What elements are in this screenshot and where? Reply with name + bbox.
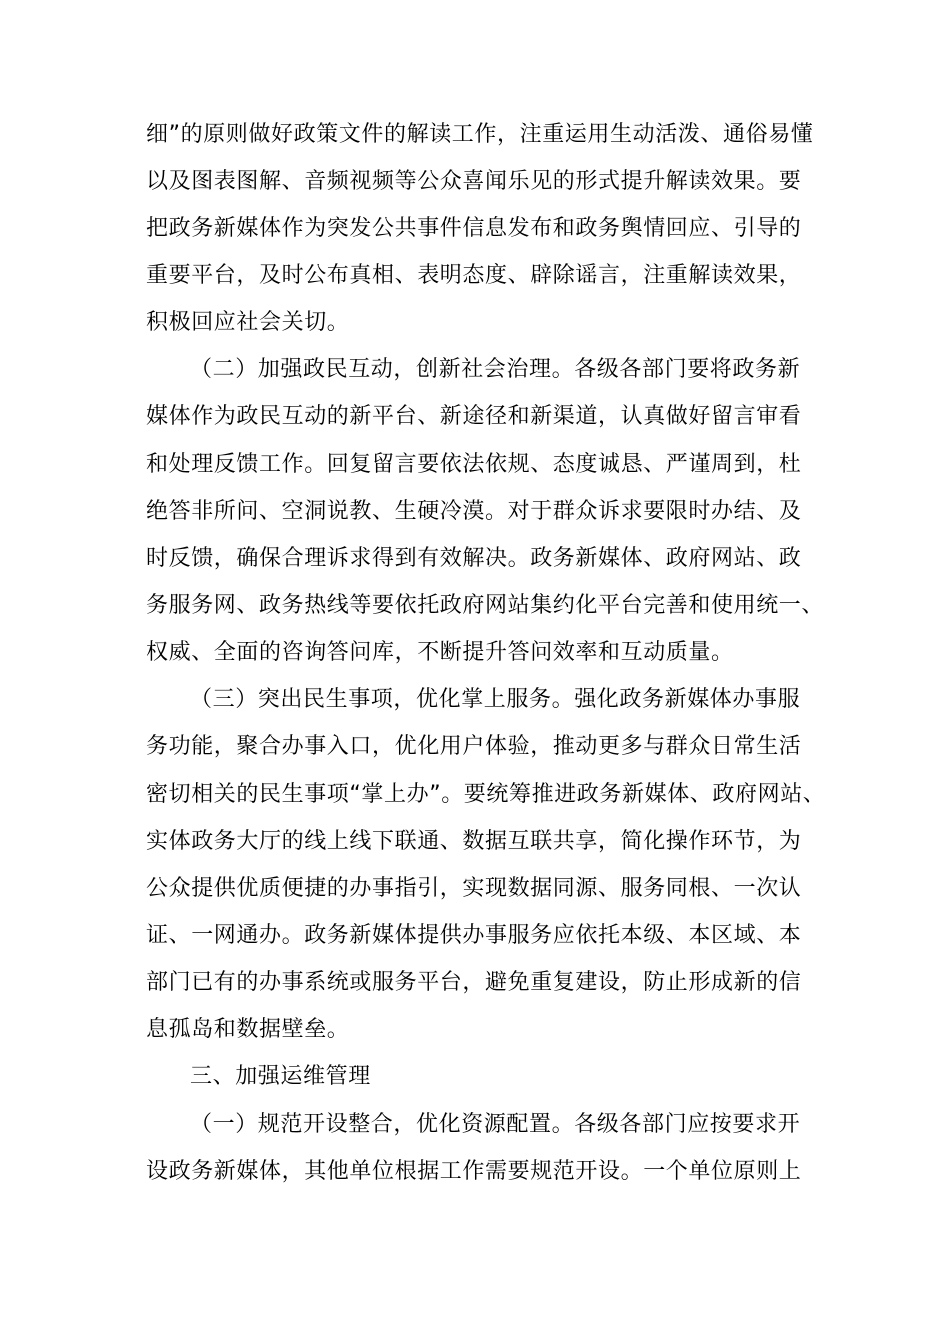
text-line: 实体政务大厅的线上线下联通、数据互联共享，简化操作环节，为 — [146, 829, 802, 854]
text-line: 密切相关的民生事项“掌上办”。要统筹推进政务新媒体、政府网站、 — [146, 782, 826, 807]
text-line: 时反馈，确保合理诉求得到有效解决。政务新媒体、政府网站、政 — [146, 546, 802, 571]
text-line: 把政务新媒体作为突发公共事件信息发布和政务舆情回应、引导的 — [146, 216, 802, 241]
section-heading-line: （一）规范开设整合，优化资源配置。各级各部门应按要求开 — [190, 1112, 801, 1137]
text-line: 绝答非所问、空洞说教、生硬冷漠。对于群众诉求要限时办结、及 — [146, 499, 802, 524]
text-line: 部门已有的办事系统或服务平台，避免重复建设，防止形成新的信 — [146, 970, 802, 995]
text-line: 设政务新媒体，其他单位根据工作需要规范开设。一个单位原则上 — [146, 1159, 802, 1184]
text-line: 媒体作为政民互动的新平台、新途径和新渠道，认真做好留言审看 — [146, 404, 802, 429]
chapter-heading: 三、加强运维管理 — [190, 1064, 371, 1089]
text-line: 务服务网、政务热线等要依托政府网站集约化平台完善和使用统一、 — [146, 593, 825, 618]
text-line: 息孤岛和数据壁垒。 — [146, 1017, 350, 1042]
text-line: 务功能，聚合办事入口，优化用户体验，推动更多与群众日常生活 — [146, 734, 802, 759]
section-heading-line: （三）突出民生事项，优化掌上服务。强化政务新媒体办事服 — [190, 687, 801, 712]
text-line: 细”的原则做好政策文件的解读工作，注重运用生动活泼、通俗易懂 — [146, 122, 814, 147]
text-line: 证、一网通办。政务新媒体提供办事服务应依托本级、本区域、本 — [146, 923, 802, 948]
section-heading-line: （二）加强政民互动，创新社会治理。各级各部门要将政务新 — [190, 357, 801, 382]
text-line: 权威、全面的咨询答问库，不断提升答问效率和互动质量。 — [146, 640, 734, 665]
text-line: 公众提供优质便捷的办事指引，实现数据同源、服务同根、一次认 — [146, 876, 802, 901]
text-line: 和处理反馈工作。回复留言要依法依规、态度诚恳、严谨周到，杜 — [146, 452, 802, 477]
text-line: 以及图表图解、音频视频等公众喜闻乐见的形式提升解读效果。要 — [146, 169, 802, 194]
text-line: 重要平台，及时公布真相、表明态度、辟除谣言，注重解读效果， — [146, 263, 802, 288]
text-line: 积极回应社会关切。 — [146, 310, 350, 335]
